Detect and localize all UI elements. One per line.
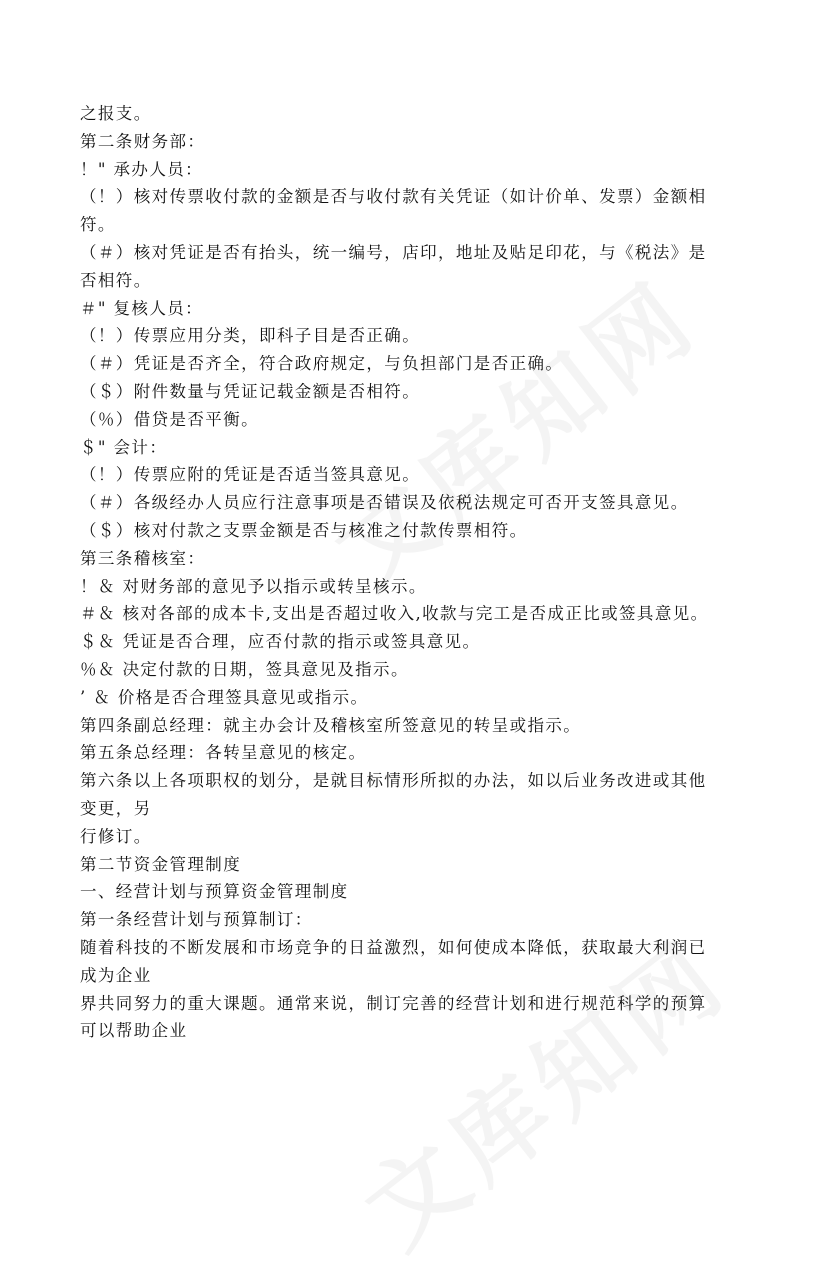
list-item: （！）传票应附的凭证是否适当签具意见。: [80, 465, 421, 485]
text-line: 行修订。: [80, 826, 152, 846]
paragraph-line: 可以帮助企业: [80, 1021, 188, 1041]
paragraph-line: 界共同努力的重大课题。通常来说，制订完善的经营计划和进行规范科学的预算: [80, 993, 707, 1013]
list-item: （％）借贷是否平衡。: [80, 409, 259, 429]
section-heading: 一、经营计划与预算资金管理制度: [80, 882, 349, 902]
subsection-heading: ！" 承办人员：: [80, 159, 204, 179]
article-heading: 第三条稽核室：: [80, 548, 206, 568]
subsection-heading: ＄" 会计：: [80, 437, 168, 457]
subsection-heading: ＃" 复核人员：: [80, 298, 204, 318]
article-heading: 第二条财务部：: [80, 131, 206, 151]
list-item: （＃）各级经办人员应行注意事项是否错误及依税法规定可否开支签具意见。: [80, 493, 689, 513]
list-item: （！）核对传票收付款的金额是否与收付款有关凭证（如计价单、发票）金额相: [80, 187, 707, 207]
list-item: （＃）核对凭证是否有抬头，统一编号，店印，地址及贴足印花，与《税法》是: [80, 242, 707, 262]
list-item-continuation: 否相符。: [80, 270, 152, 290]
article-heading: 第四条副总经理：就主办会计及稽核室所签意见的转呈或指示。: [80, 715, 582, 735]
paragraph-line: 随着科技的不断发展和市场竞争的日益激烈，如何使成本降低，获取最大利润已: [80, 937, 707, 957]
document-body: [80, 100, 760, 1045]
section-heading: 第二节资金管理制度: [80, 854, 242, 874]
list-item: （！）传票应用分类，即科子目是否正确。: [80, 326, 421, 346]
list-item: （＃）凭证是否齐全，符合政府规定，与负担部门是否正确。: [80, 354, 564, 374]
paragraph-line: 成为企业: [80, 965, 152, 985]
article-heading: 第五条总经理：各转呈意见的核定。: [80, 743, 367, 763]
text-line: 变更，另: [80, 798, 152, 818]
list-item: ＃＆ 核对各部的成本卡,支出是否超过收入,收款与完工是否成正比或签具意见。: [80, 604, 709, 624]
list-item: ％＆ 决定付款的日期，签具意见及指示。: [80, 659, 409, 679]
list-item: ＄＆ 凭证是否合理，应否付款的指示或签具意见。: [80, 632, 481, 652]
list-item: ’ ＆ 价格是否合理签具意见或指示。: [80, 687, 369, 707]
text-line: 之报支。: [80, 104, 152, 123]
list-item: （＄）附件数量与凭证记载金额是否相符。: [80, 381, 421, 401]
article-heading: 第六条以上各项职权的划分，是就目标情形所拟的办法，如以后业务改进或其他: [80, 771, 707, 791]
article-heading: 第一条经营计划与预算制订：: [80, 910, 313, 930]
list-item-continuation: 符。: [80, 215, 116, 235]
list-item: （＄）核对付款之支票金额是否与核准之付款传票相符。: [80, 520, 528, 540]
list-item: ！＆ 对财务部的意见予以指示或转呈核示。: [80, 576, 427, 596]
